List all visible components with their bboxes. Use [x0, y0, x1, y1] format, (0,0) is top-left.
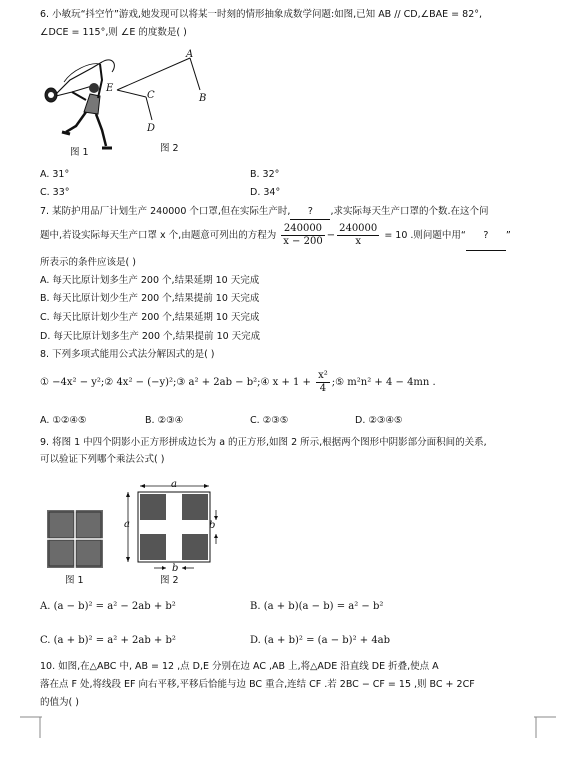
segment-AB	[190, 58, 200, 90]
q9-option-B: B. (a + b)(a − b) = a² − b²	[250, 601, 384, 612]
q8-option-D: D. ②③④⑤	[355, 415, 403, 426]
corner-square-tr	[182, 494, 208, 520]
small-square-2	[76, 512, 101, 538]
q7-blank-2: ?	[466, 222, 506, 251]
q6-stem-line1: 6. 小敏玩“抖空竹”游戏,她发现可以将某一时刻的情形抽象成数学问题:如图,已知 AB // CD,∠BAE = 82°,	[40, 9, 483, 20]
q7-stem-line3: 所表示的条件应该是( )	[40, 257, 136, 268]
q6-stem-line2: ∠DCE = 115°,则 ∠E 的度数是( )	[40, 27, 187, 38]
crop-mark-bottom-left	[20, 714, 44, 738]
corner-square-tl	[140, 494, 166, 520]
q9-figure-1	[47, 510, 103, 568]
q7-line2-a: 题中,若设实际每天生产口罩 x 个,由题意可列出的方程为	[40, 230, 277, 241]
label-B: B	[199, 93, 207, 104]
q7-fraction-2: $\frac{240000}{x}$	[339, 223, 378, 247]
q8-expressions	[40, 368, 436, 398]
crop-mark-bottom-right	[532, 714, 556, 738]
q9-option-C: C. (a + b)² = a² + 2ab + b²	[40, 635, 176, 646]
q7-blank-1: ?	[290, 205, 330, 220]
small-square-3	[49, 540, 74, 566]
q7-line1-a: 7. 某防护用品厂计划生产 240000 个口罩,但在实际生产时,	[40, 206, 291, 217]
q9-fig2-caption: 图 2	[160, 575, 179, 586]
q6-option-B: B. 32°	[250, 169, 280, 180]
q6-fig2-caption: 图 2	[160, 143, 179, 154]
q7-fraction-1: $\frac{240000}{x - 200}$	[283, 223, 323, 247]
q6-option-A: A. 31°	[40, 169, 70, 180]
q9-option-A: A. (a − b)² = a² − 2ab + b²	[40, 601, 176, 612]
q8-stem: 8. 下列多项式能用公式法分解因式的是( )	[40, 349, 215, 360]
q7-line2-end: ”	[505, 230, 511, 241]
q9-label-a-top: a	[171, 479, 177, 490]
q9-fig1-caption: 图 1	[65, 575, 84, 586]
q6-option-D: D. 34°	[250, 187, 281, 198]
q7-option-D: D. 每天比原计划多生产 200 个,结果提前 10 天完成	[40, 331, 261, 342]
label-C: C	[147, 90, 155, 101]
q7-stem-line1	[40, 205, 488, 220]
q9-option-D: D. (a + b)² = (a − b)² + 4ab	[250, 635, 391, 646]
q6-option-C: C. 33°	[40, 187, 70, 198]
corner-square-br	[182, 534, 208, 560]
q8-option-A: A. ①②④⑤	[40, 415, 87, 426]
segment-EC	[117, 90, 146, 97]
q9-stem-line1: 9. 将图 1 中四个阴影小正方形拼成边长为 a 的正方形,如图 2 所示,根据两个图形中阴影部分面积间的关系,	[40, 437, 487, 448]
q6-fig1-caption: 图 1	[70, 147, 89, 158]
q9-label-b-right: b	[209, 520, 216, 531]
corner-square-bl	[140, 534, 166, 560]
player-head	[89, 83, 99, 93]
segment-EA	[117, 58, 190, 90]
q9-stem-line2: 可以验证下列哪个乘法公式( )	[40, 454, 165, 465]
small-square-1	[49, 512, 74, 538]
small-square-4	[76, 540, 101, 566]
q8-exprs-end: ;⑤ m²n² + 4 − 4mn .	[331, 377, 436, 388]
q8-exprs: ① −4x² − y²;② 4x² − (−y)²;③ a² + 2ab − b²;④ x + 1 +	[40, 377, 311, 388]
q7-option-C: C. 每天比原计划少生产 200 个,结果延期 10 天完成	[40, 312, 260, 323]
q8-fraction: $\frac{\text{x²}}{4}$	[318, 370, 328, 394]
q7-option-B: B. 每天比原计划少生产 200 个,结果提前 10 天完成	[40, 293, 260, 304]
q10-stem-line3: 的值为( )	[40, 697, 79, 708]
q10-stem-line1: 10. 如图,在△ABC 中, AB = 12 ,点 D,E 分别在边 AC ,AB 上,将△ADE 沿直线 DE 折叠,使点 A	[40, 661, 439, 672]
q9-label-b-bottom: b	[172, 563, 179, 574]
q8-option-B: B. ②③④	[145, 415, 184, 426]
q7-option-A: A. 每天比原计划多生产 200 个,结果延期 10 天完成	[40, 275, 260, 286]
q8-option-C: C. ②③⑤	[250, 415, 289, 426]
q7-eq-rhs: = 10 .则问题中用“	[384, 230, 466, 241]
label-A: A	[186, 49, 194, 60]
q9-label-a-left: a	[124, 519, 130, 530]
label-D: D	[147, 123, 156, 134]
label-E: E	[106, 83, 114, 94]
q7-stem-line2	[40, 222, 511, 251]
q7-line1-b: ,求实际每天生产口罩的个数.在这个问	[330, 206, 489, 217]
q7-minus: −	[326, 230, 336, 241]
q10-stem-line2: 落在点 F 处,将线段 EF 向右平移,平移后恰能与边 BC 重合,连结 CF .若 2BC − CF = 15 ,则 BC + 2CF	[40, 679, 475, 690]
